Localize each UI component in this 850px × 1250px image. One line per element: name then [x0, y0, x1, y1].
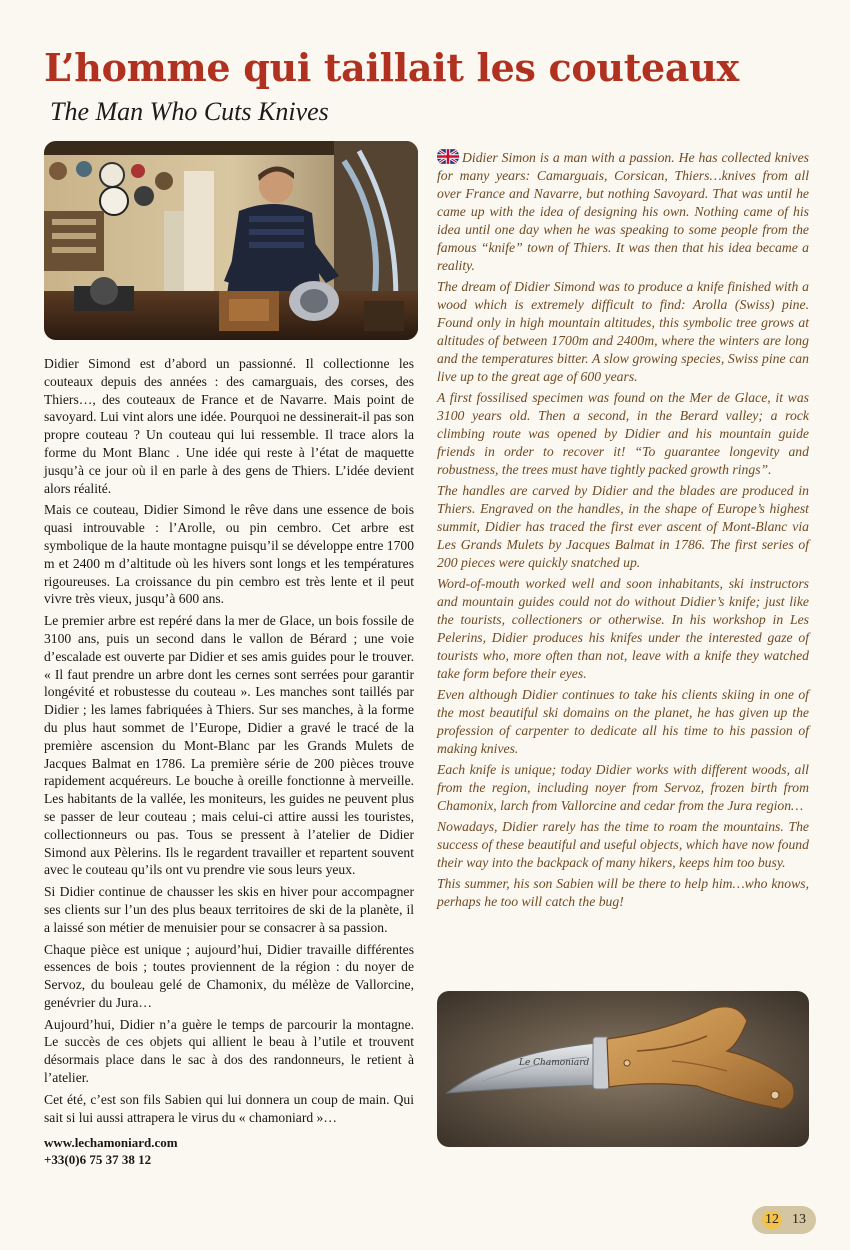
- english-paragraph: Each knife is unique; today Didier works with different woods, all from the region, including noyer from Servoz, frozen birth from Chamonix, larch from Vallorcine and cedar from the Jura region…: [437, 762, 809, 813]
- french-article-column: [44, 355, 414, 1168]
- english-paragraph: Nowadays, Didier rarely has the time to roam the mountains. The success of these beautiful and useful objects, which have now found their way into the backpack of many hikers, keeps him too busy.: [437, 819, 809, 870]
- contact-info: [44, 1134, 414, 1168]
- french-paragraph: Si Didier continue de chausser les skis en hiver pour accompagner ses clients sur l’un des plus beaux territoires de ski de la planète, il a laissé son métier de menuisier pour se consacrer à sa passion.: [44, 884, 414, 935]
- article-subtitle: The Man Who Cuts Knives: [50, 97, 329, 126]
- website-link[interactable]: www.lechamoniard.com: [44, 1135, 178, 1151]
- page-numbers: [752, 1206, 816, 1234]
- french-paragraph: Chaque pièce est unique ; aujourd’hui, Didier travaille différentes essences de bois ; toutes proviennent de la région : du noyer de Servoz, du bouleau gelé de Chamonix, du mélèze de Vallorcine, genévrier du Jura…: [44, 941, 414, 1010]
- phone-number: +33(0)6 75 37 38 12: [44, 1152, 152, 1168]
- english-article-column: [437, 148, 809, 914]
- french-paragraph: Didier Simond est d’abord un passionné. Il collectionne les couteaux depuis des années : des camarguais, des corses, des Thiers…, des couteaux de France et de Navarre. Mais point de savoyard. Lui vint alors une idée. Pourquoi ne dessinerait-il pas son propre couteau ? Un couteau qui lui ressemble. Il trace alors la forme du Mont Blanc . Une idée qui reste à l’état de maquette jusqu’à ce jour où il en parle à des gens de Thiers. L’idée devient alors réalité.: [44, 356, 414, 496]
- french-paragraph: Cet été, c’est son fils Sabien qui lui donnera un coup de main. Qui sait si lui aussi attrapera le virus du « chamoniard »…: [44, 1091, 414, 1125]
- article-title: L’homme qui taillait les couteaux: [44, 45, 739, 90]
- english-paragraph: Didier Simon is a man with a passion. He has collected knives for many years: Camarguais, Corsican, Thiers…knives from all over France and Navarre, but nothing Savoyard. That was until he came up with the idea of designing his own. Nothing came of his idea until one day when he was speaking to some people from the famous “knife” town of Thiers. It was then that his idea became a reality.: [437, 150, 809, 273]
- english-paragraph: A first fossilised specimen was found on the Mer de Glace, it was 3100 years old. Then a second, in the Berard valley; a rock climbing route was opened by Didier and his mountain guide friends in order to recover it! “To guarantee longevity and robustness, the trees must have tightly packed growth rings”.: [437, 390, 809, 477]
- french-paragraph: Aujourd’hui, Didier n’a guère le temps de parcourir la montagne. Le succès de ces objets qui allient le beau à l’utile et trouvent désormais place dans le sac à dos des randonneurs, le retient à l’atelier.: [44, 1016, 414, 1086]
- knife-inscription: Le Chamoniard: [519, 1058, 590, 1068]
- english-paragraph: Word-of-mouth worked well and soon inhabitants, ski instructors and mountain guides could not do without Didier’s knife; just like the tourists, collectioners or otherwise. In his workshop in Les Pelerins, Didier produces his knifes under the interested gaze of tourists who, more often than not, leave with a knife they watched take form before their eyes.: [437, 576, 809, 681]
- english-paragraph: Even although Didier continues to take his clients skiing in one of the most beautiful ski domains on the planet, he has given up the profession of carpenter to dedicate all his time to his passion of making knives.: [437, 687, 809, 756]
- workshop-photo: [44, 141, 418, 340]
- french-paragraph: Le premier arbre est repéré dans la mer de Glace, un bois fossile de 3100 ans, puis un second dans le vallon de Bérard ; une voie d’escalade est ouverte par Didier et ses amis guides pour le trouver. « Il faut prendre un arbre dont les cernes sont serrées pour garantir longévité et robustesse du couteau ». Les manches sont taillés par Didier ; les lames fabriquées à Thiers. Sur ses manches, à la forme du plus haut sommet de l’Europe, Didier a gravé le tracé de la première ascension du Mont-Blanc par les Grands Mulets de Jacques Balmat en 1786. La première série de 200 pièces trouve rapidement acquéreurs. Le bouche à oreille fonctionne à merveille. Les habitants de la vallée, les moniteurs, les guides ne peuvent plus se passer de leur couteau ; mais celui-ci attire aussi les touristes, collectionneurs ou pas. Tous se pressent à l’atelier de Didier Simond aux Pèlerins. Ils le regardent travailler et repartent souvent avec le couteau qu’ils ont vu prendre vie sous leurs yeux.: [44, 613, 414, 878]
- knife-photo: [437, 991, 809, 1147]
- english-paragraph: The dream of Didier Simond was to produce a knife finished with a wood which is extremely difficult to find: Arolla (Swiss) pine. Found only in high mountain altitudes, this symbolic tree grows at altitudes of between 1700m and 2400m, where the winters are long and the temperatures bitter. A slow growing species, Swiss pine can live up to the great age of 600 years.: [437, 279, 809, 384]
- page-number-right: 13: [792, 1212, 806, 1227]
- english-paragraph: This summer, his son Sabien will be there to help him…who knows, perhaps he too will catch the bug!: [437, 876, 809, 909]
- french-paragraph: Mais ce couteau, Didier Simond le rêve dans une essence de bois quasi introuvable : l’Arolle, ou pin cembro. Cet arbre est symbolique de la haute montagne puisqu’il se développe entre 1700 m et 2400 m d’altitude où les hivers sont longs et les températures rigoureuses. La croissance du pin cembro est très lente et il peut vivre très vieux, jusqu’à 600 ans.: [44, 502, 414, 607]
- page-number-left: 12: [762, 1211, 782, 1229]
- english-paragraph: The handles are carved by Didier and the blades are produced in Thiers. Engraved on the handles, in the shape of Europe’s highest summit, Didier has traced the first ever ascent of Mont-Blanc via Les Grands Mulets by Jacques Balmat in 1786. The first series of 200 pieces were quickly snatched up.: [437, 483, 809, 570]
- uk-flag-icon: [437, 148, 459, 165]
